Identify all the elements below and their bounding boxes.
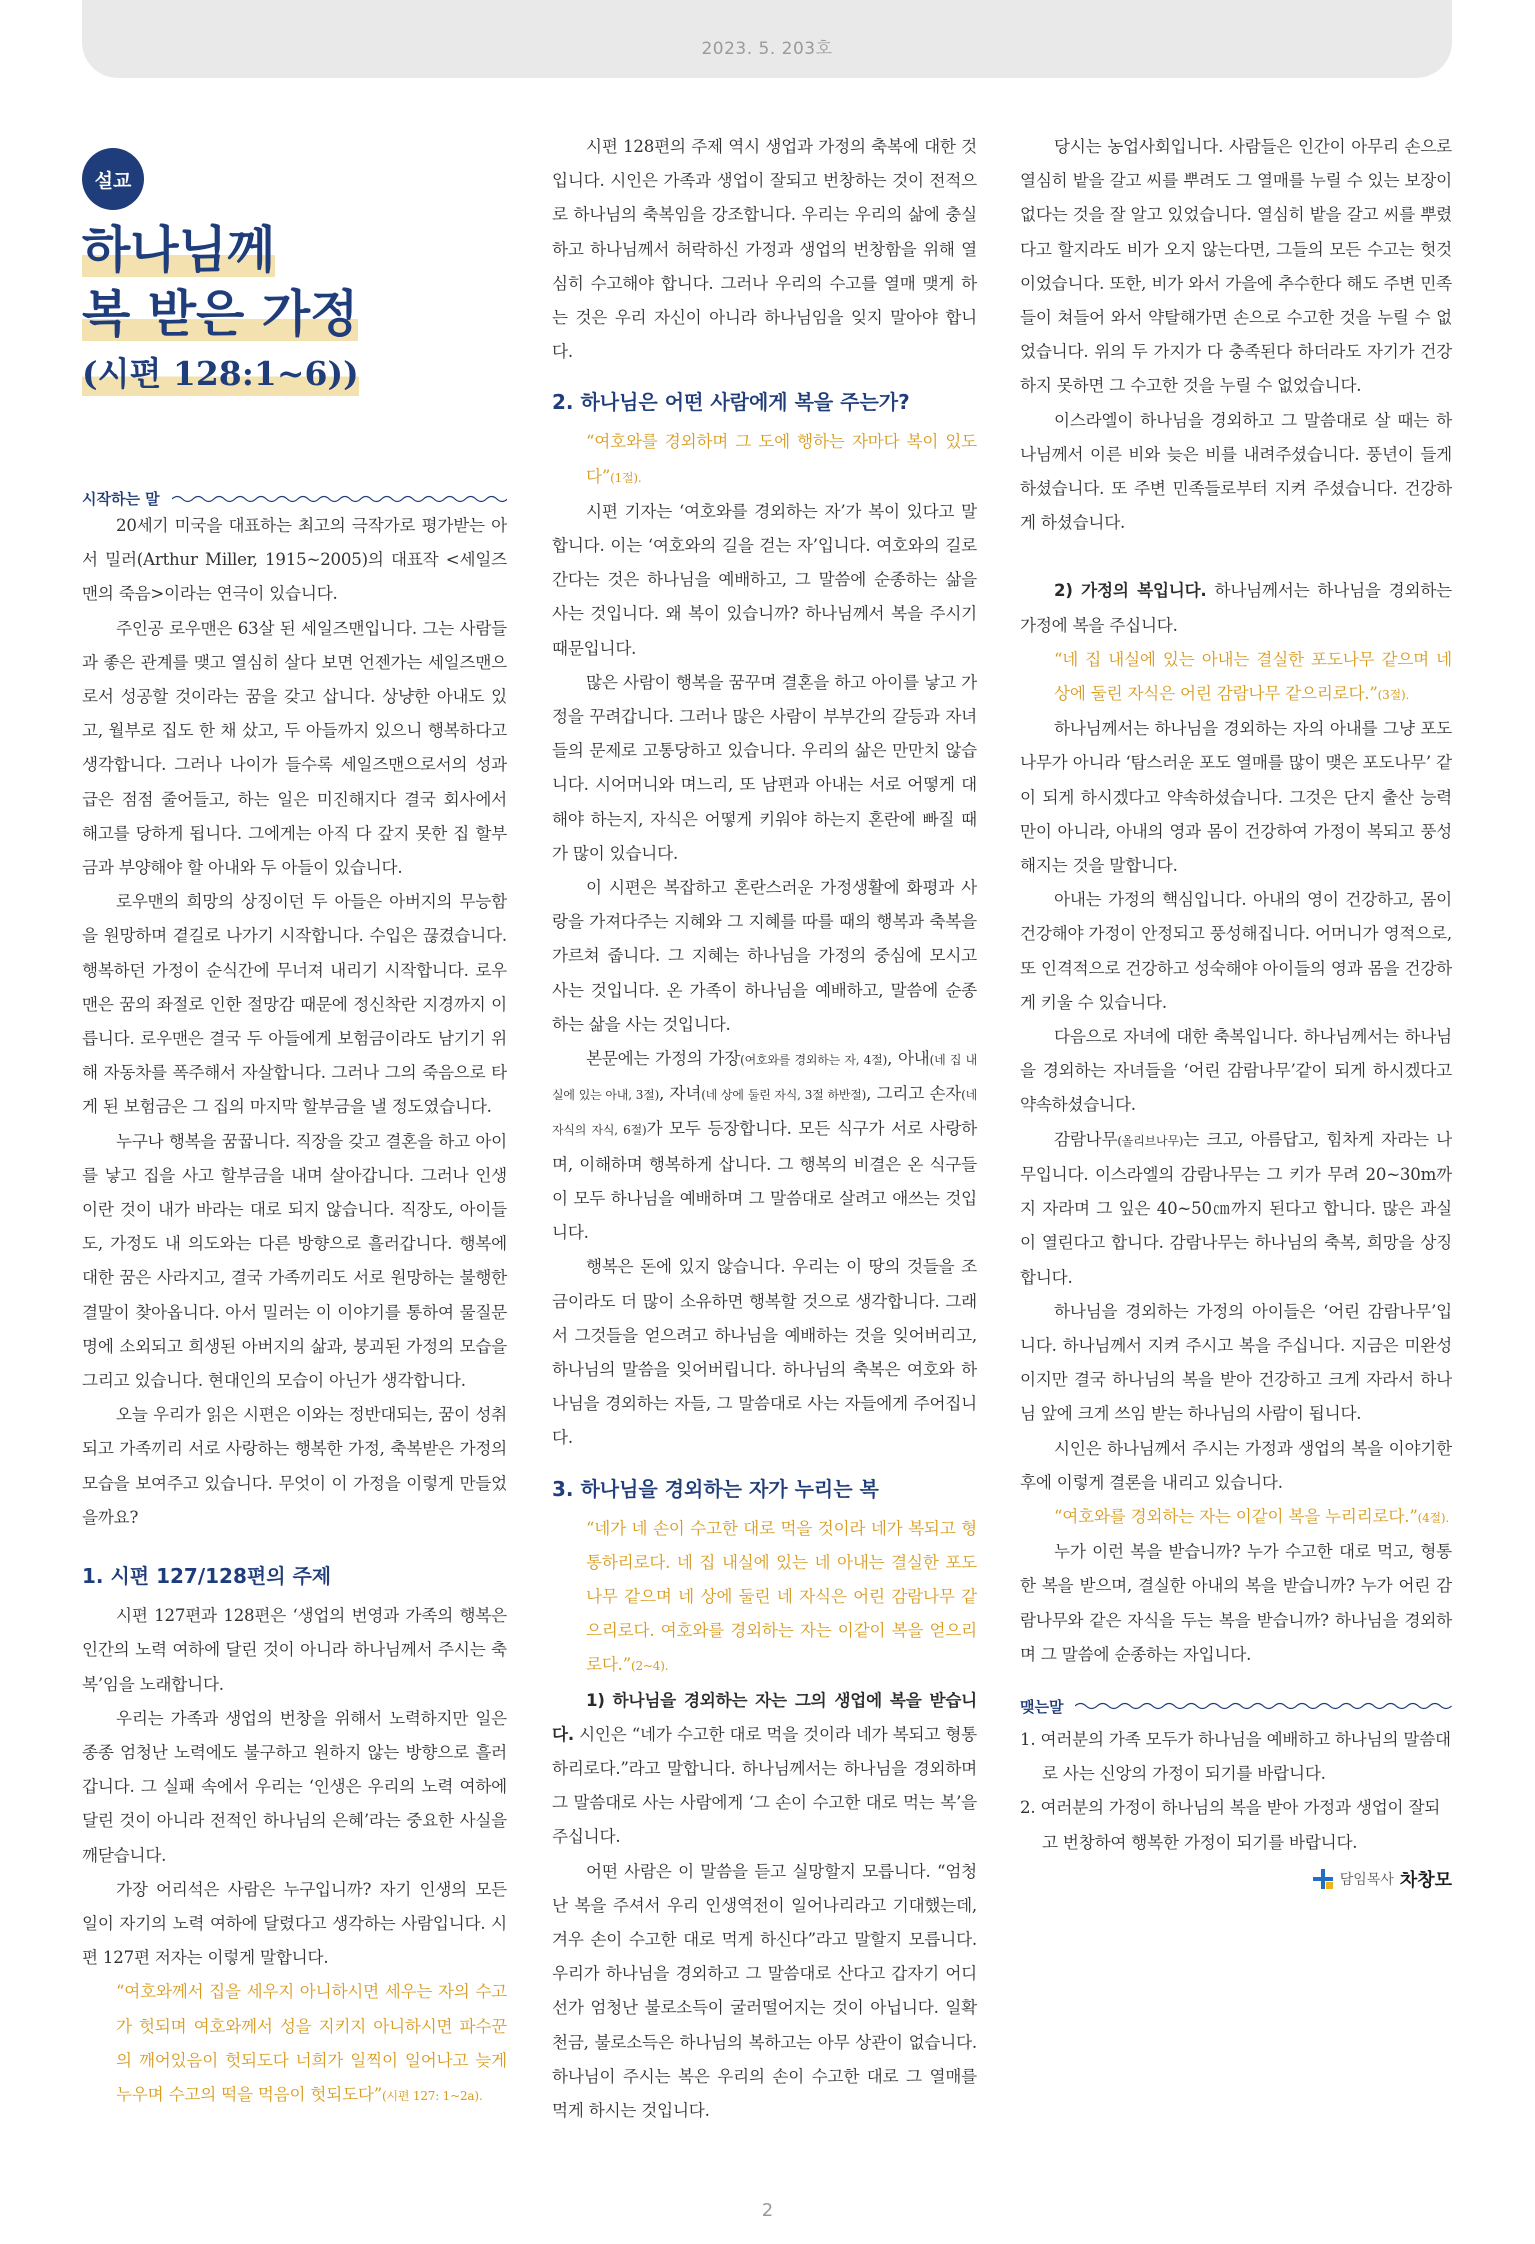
author-role: 담임목사 bbox=[1339, 1871, 1394, 1888]
title-line-2: 복 받은 가정 bbox=[82, 282, 358, 346]
section-3-paragraph: 누가 이런 복을 받습니까? 누가 수고한 대로 먹고, 형통한 복을 받으며, 결실한 아내의 복을 받습니까? 누가 어린 감람나무와 같은 자식을 두는 복을 받습니까? 하나님을 경외하며 그 말씀에 순종하는 자입니다. bbox=[1020, 1542, 1452, 1664]
section-3-title: 3. 하나님을 경외하는 자가 누리는 복 bbox=[552, 1476, 879, 1501]
intro-paragraph: 로우맨의 희망의 상징이던 두 아들은 아버지의 무능함을 원망하며 곁길로 나가기 시작합니다. 수입은 끊겼습니다. 행복하던 가정이 순식간에 무너져 내리기 시작합니다. 로우맨은 꿈의 좌절로 인한 절망감 때문에 정신착란 지경까지 이릅니다. 로우맨은 결국 두 아들에게 보험금이라도 남기기 위해 자동차를 폭주해서 자살합니다. 그러나 그의 죽음으로 타게 된 보험금은 그 집의 마지막 할부금을 낼 정도였습니다. bbox=[82, 892, 507, 1117]
section-1-title: 1. 시편 127/128편의 주제 bbox=[82, 1564, 332, 1589]
quote-text: “여호와를 경외하며 그 도에 행하는 자마다 복이 있도다” bbox=[586, 432, 977, 486]
author-name: 차창모 bbox=[1399, 1869, 1452, 1891]
text-note: (여호와를 경외하는 자, 4절) bbox=[740, 1053, 888, 1068]
closing-list bbox=[1020, 1723, 1452, 1860]
section-3-point-2 bbox=[1020, 574, 1452, 642]
closing-item: 2. 여러분의 가정이 하나님의 복을 받아 가정과 생업이 잘되고 번창하여 행복한 가정이 되기를 바랍니다. bbox=[1020, 1798, 1441, 1852]
section-1-paragraph: 우리는 가족과 생업의 번창을 위해서 노력하지만 일은 종종 엄청난 노력에도 불구하고 원하지 않는 방향으로 흘러갑니다. 그 실패 속에서 우리는 ‘인생은 우리의 노력 여하에 달린 것이 아니라 전적인 하나님의 은혜’라는 중요한 사실을 깨닫습니다. bbox=[82, 1708, 507, 1865]
section-3-paragraph: 아내는 가정의 핵심입니다. 아내의 영이 건강하고, 몸이 건강해야 가정이 안정되고 풍성해집니다. 어머니가 영적으로, 또 인격적으로 건강하고 성숙해야 아이들의 영과 몸을 건강하게 키울 수 있습니다. bbox=[1020, 890, 1452, 1012]
section-2-title: 2. 하나님은 어떤 사람에게 복을 주는가? bbox=[552, 390, 910, 415]
section-3-paragraph: 어떤 사람은 이 말씀을 듣고 실망할지 모릅니다. “엄청난 복을 주셔서 우리 인생역전이 일어나리라고 기대했는데, 겨우 손이 수고한 대로 먹게 하신다”라고 말할지 모릅니다. 우리가 하나님을 경외하고 그 말씀대로 산다고 갑자기 어디선가 엄청난 불로소득이 굴러떨어지는 것이 아닙니다. 일확천금, 불로소득은 하나님의 복하고는 아무 상관이 없습니다. 하나님이 주시는 복은 우리의 손이 수고한 대로 그 열매를 먹게 하시는 것입니다. bbox=[552, 1861, 977, 2120]
closing-heading-label: 맺는말 bbox=[1020, 1697, 1064, 1716]
wave-divider-icon bbox=[1075, 1701, 1452, 1711]
sermon-badge: 설교 bbox=[82, 148, 144, 210]
section-1-paragraph: 시편 127편과 128편은 ‘생업의 번영과 가족의 행복은 인간의 노력 여하에 달린 것이 아니라 하나님께서 주시는 축복’임을 노래합니다. bbox=[82, 1606, 507, 1694]
text-run: , 아내 bbox=[887, 1049, 930, 1069]
section-2-paragraph: 행복은 돈에 있지 않습니다. 우리는 이 땅의 것들을 조금이라도 더 많이 소유하면 행복할 것으로 생각합니다. 그래서 그것들을 얻으려고 하나님을 예배하는 것을 잊어버리고, 하나님의 말씀을 잊어버립니다. 하나님의 축복은 여호와 하나님을 경외하는 자들, 그 말씀대로 사는 자들에게 주어집니다. bbox=[552, 1257, 977, 1448]
text-run: 가 모두 등장합니다. 모든 식구가 서로 사랑하며, 이해하며 행복하게 삽니다. 그 행복의 비결은 온 식구들이 모두 하나님을 예배하며 그 말씀대로 살려고 애쓰는 것입니다. bbox=[552, 1119, 977, 1243]
sermon-title bbox=[82, 218, 507, 346]
wave-divider-icon bbox=[172, 494, 507, 504]
section-2-paragraph: 이 시편은 복잡하고 혼란스러운 가정생활에 화평과 사랑을 가져다주는 지혜와 그 지혜를 따를 때의 행복과 축복을 가르쳐 줍니다. 그 지혜는 하나님을 가정의 중심에 모시고 사는 것입니다. 온 가족이 하나님을 예배하고, 말씀에 순종하는 삶을 사는 것입니다. bbox=[552, 878, 977, 1034]
point-2-heading: 2) 가정의 복입니다. bbox=[1054, 581, 1207, 601]
point-1-heading: 1) 하나님을 경외하는 자는 그의 생업에 복을 받습니다. bbox=[552, 1690, 977, 1744]
quote-text: “네 집 내실에 있는 아내는 결실한 포도나무 같으며 네 상에 둘린 자식은 어린 감람나무 같으리로다.” bbox=[1054, 649, 1452, 704]
section-3-point-1 bbox=[552, 1684, 977, 1855]
section-3-paragraph: 시인은 하나님께서 주시는 가정과 생업의 복을 이야기한 후에 이렇게 결론을 내리고 있습니다. bbox=[1020, 1438, 1452, 1492]
section-3-paragraph bbox=[1020, 1123, 1452, 1295]
section-1-paragraph: 시편 128편의 주제 역시 생업과 가정의 축복에 대한 것입니다. 시인은 가족과 생업이 잘되고 번창하는 것이 전적으로 하나님의 축복임을 강조합니다. 우리는 우리의 삶에 충실하고 하나님께서 허락하신 가정과 생업의 번창함을 위해 열심히 수고해야 합니다. 그러나 우리의 수고를 열매 맺게 하는 것은 우리 자신이 아니라 하나님임을 잊지 말아야 합니다. bbox=[552, 137, 977, 362]
quote-text: “여호와께서 집을 세우지 아니하시면 세우는 자의 수고가 헛되며 여호와께서 성을 지키지 아니하시면 파수꾼의 깨어있음이 헛되도다 너희가 일찍이 일어나고 늦게 누우며 수고의 떡을 먹음이 헛되도다” bbox=[116, 1982, 507, 2104]
text-note: (네 자식의 자식, 6절) bbox=[552, 1088, 978, 1138]
column-1 bbox=[82, 130, 507, 2113]
section-2-paragraph: 시편 기자는 ‘여호와를 경외하는 자’가 복이 있다고 말합니다. 이는 ‘여호와의 길을 걷는 자’입니다. 여호와의 길로 간다는 것은 하나님을 예배하고, 그 말씀에 순종하는 삶을 사는 것입니다. 왜 복이 있습니까? 하나님께서 복을 주시기 때문입니다. bbox=[552, 501, 977, 658]
text-run: , 그리고 손자 bbox=[866, 1084, 962, 1104]
quote-reference: (2~4). bbox=[631, 1659, 669, 1674]
scripture-reference-text: (시편 128:1~6)) bbox=[82, 348, 359, 400]
intro-paragraph: 오늘 우리가 읽은 시편은 이와는 정반대되는, 꿈이 성취되고 가족끼리 서로 사랑하는 행복한 가정, 축복받은 가정의 모습을 보여주고 있습니다. 무엇이 이 가정을 이렇게 만들었을까요? bbox=[82, 1405, 507, 1527]
text-note: (네 집 내실에 있는 아내, 3절) bbox=[552, 1053, 978, 1103]
title-line-1: 하나님께 bbox=[82, 218, 275, 282]
closing-heading bbox=[1020, 1696, 1452, 1717]
quote-reference: (시편 127: 1~2a). bbox=[382, 2088, 483, 2103]
point-1-text: 시인은 “네가 수고한 대로 먹을 것이라 네가 복되고 형통하리로다.”라고 말합니다. 하나님께서는 하나님을 경외하며 그 말씀대로 사는 사람에게 ‘그 손이 수고한 대로 먹는 복’을 주십니다. bbox=[552, 1724, 977, 1847]
quote-reference: (4절). bbox=[1417, 1510, 1450, 1525]
text-run: , 자녀 bbox=[659, 1084, 702, 1104]
section-2-paragraph: 많은 사람이 행복을 꿈꾸며 결혼을 하고 아이를 낳고 가정을 꾸려갑니다. 그러나 많은 사람이 부부간의 갈등과 자녀들의 문제로 고통당하고 있습니다. 우리의 삶은 만만치 않습니다. 시어머니와 며느리, 또 남편과 아내는 서로 어떻게 대해야 하는지, 자식은 어떻게 키워야 하는지 혼란에 빠질 때가 많이 있습니다. bbox=[552, 672, 977, 863]
text-run: 감람나무 bbox=[1054, 1129, 1118, 1149]
column-3 bbox=[1020, 130, 1452, 1892]
section-3-paragraph: 하나님을 경외하는 가정의 아이들은 ‘어린 감람나무’입니다. 하나님께서 지켜 주시고 복을 주십니다. 지금은 미완성이지만 결국 하나님의 복을 받아 건강하고 크게 자라서 하나님 앞에 크게 쓰임 받는 하나님의 사람이 됩니다. bbox=[1020, 1301, 1452, 1424]
church-logo-icon bbox=[1312, 1868, 1334, 1890]
section-3-paragraph: 하나님께서는 하나님을 경외하는 자의 아내를 그냥 포도나무가 아니라 ‘탐스러운 포도 열매를 많이 맺은 포도나무’ 같이 되게 하시겠다고 약속하셨습니다. 그것은 단지 출산 능력만이 아니라, 아내의 영과 몸이 건강하여 가정이 복되고 풍성해지는 것을 말합니다. bbox=[1020, 719, 1452, 876]
section-3-quote-3 bbox=[1020, 1500, 1452, 1535]
section-3-quote bbox=[552, 1512, 977, 1684]
quote-text: “여호와를 경외하는 자는 이같이 복을 누리리로다.” bbox=[1054, 1506, 1418, 1526]
section-3-paragraph: 당시는 농업사회입니다. 사람들은 인간이 아무리 손으로 열심히 밭을 갈고 씨를 뿌려도 그 열매를 누릴 수 있는 보장이 없다는 것을 잘 알고 있었습니다. 열심히 밭을 갈고 씨를 뿌렸다고 할지라도 비가 오지 않는다면, 그들의 모든 수고는 헛것이었습니다. 또한, 비가 와서 가을에 추수한다 해도 주변 민족들이 쳐들어 와서 약탈해가면 손으로 수고한 것을 누릴 수 없었습니다. 위의 두 가지가 다 충족된다 하더라도 자기가 건강하지 못하면 그 수고한 것을 누릴 수 없었습니다. bbox=[1020, 137, 1452, 396]
section-1-paragraph: 가장 어리석은 사람은 누구입니까? 자기 인생의 모든 일이 자기의 노력 여하에 달렸다고 생각하는 사람입니다. 시편 127편 저자는 이렇게 말합니다. bbox=[82, 1879, 507, 1968]
point-2-text: 하나님께서는 하나님을 경외하는 가정에 복을 주십니다. bbox=[1020, 581, 1452, 635]
intro-heading-label: 시작하는 말 bbox=[82, 490, 160, 508]
section-2-quote bbox=[552, 425, 977, 494]
intro-paragraph: 주인공 로우맨은 63살 된 세일즈맨입니다. 그는 사람들과 좋은 관계를 맺고 열심히 살다 보면 언젠가는 세일즈맨으로서 성공할 것이라는 꿈을 갖고 삽니다. 상냥한 아내도 있고, 월부로 집도 한 채 샀고, 두 아들까지 있으니 행복하다고 생각합니다. 그러나 나이가 들수록 세일즈맨으로서의 성과급은 점점 줄어들고, 하는 일은 미진해지다 결국 회사에서 해고를 당하게 됩니다. 그에게는 아직 다 갚지 못한 집 할부금과 부양해야 할 아내와 두 아들이 있습니다. bbox=[82, 618, 507, 878]
text-run: 는 크고, 아름답고, 힘차게 자라는 나무입니다. 이스라엘의 감람나무는 그 키가 무려 20~30m까지 자라며 그 잎은 40~50㎝까지 된다고 합니다. 많은 과실이 열린다고 합니다. 감람나무는 하나님의 축복, 희망을 상징합니다. bbox=[1020, 1129, 1452, 1287]
quote-text: “네가 네 손이 수고한 대로 먹을 것이라 네가 복되고 형통하리로다. 네 집 내실에 있는 네 아내는 결실한 포도나무 같으며 네 상에 둘린 네 자식은 어린 감람나무 같으리로다. 여호와를 경외하는 자는 이같이 복을 얻으리로다.” bbox=[586, 1518, 977, 1675]
issue-date: 2023. 5. 203호 bbox=[701, 39, 833, 59]
section-3-paragraph: 이스라엘이 하나님을 경외하고 그 말씀대로 살 때는 하나님께서 이른 비와 늦은 비를 내려주셨습니다. 풍년이 들게 하셨습니다. 또 주변 민족들로부터 지켜 주셨습니다. 건강하게 하셨습니다. bbox=[1020, 410, 1452, 533]
quote-reference: (1절). bbox=[610, 470, 642, 485]
intro-paragraph: 누구나 행복을 꿈꿉니다. 직장을 갖고 결혼을 하고 아이를 낳고 집을 사고 할부금을 내며 살아갑니다. 그러나 인생이란 것이 내가 바라는 대로 되지 않습니다. 직장도, 아이들도, 가정도 내 의도와는 다른 방향으로 흘러갑니다. 행복에 대한 꿈은 사라지고, 결국 가족끼리도 서로 원망하는 불행한 결말이 찾아옵니다. 아서 밀러는 이 이야기를 통하여 물질문명에 소외되고 희생된 아버지의 삶과, 붕괴된 가정의 모습을 그리고 있습니다. 현대인의 모습이 아닌가 생각합니다. bbox=[82, 1131, 507, 1391]
intro-paragraph: 20세기 미국을 대표하는 최고의 극작가로 평가받는 아서 밀러(Arthur Miller, 1915~2005)의 대표작 <세일즈맨의 죽음>이라는 연극이 있습니다. bbox=[82, 516, 507, 604]
text-run: 본문에는 가정의 가장 bbox=[586, 1049, 741, 1069]
author-signature bbox=[1020, 1866, 1452, 1892]
column-2 bbox=[552, 130, 977, 2128]
page-number: 2 bbox=[761, 2200, 774, 2221]
intro-heading bbox=[82, 488, 507, 509]
section-3-quote-2 bbox=[1020, 643, 1452, 712]
header-bar bbox=[82, 0, 1452, 78]
scripture-reference bbox=[82, 348, 507, 400]
text-note: (네 상에 둘린 자식, 3절 하반절) bbox=[701, 1088, 867, 1103]
section-2-paragraph bbox=[552, 1042, 977, 1250]
section-3-paragraph: 다음으로 자녀에 대한 축복입니다. 하나님께서는 하나님을 경외하는 자녀들을 ‘어린 감람나무’같이 되게 하시겠다고 약속하셨습니다. bbox=[1020, 1027, 1452, 1115]
section-1-quote bbox=[82, 1975, 507, 2113]
quote-reference: (3절). bbox=[1377, 688, 1410, 703]
closing-item: 1. 여러분의 가족 모두가 하나님을 예배하고 하나님의 말씀대로 사는 신앙의 가정이 되기를 바랍니다. bbox=[1020, 1729, 1451, 1784]
text-note: (올리브나무) bbox=[1117, 1133, 1184, 1148]
